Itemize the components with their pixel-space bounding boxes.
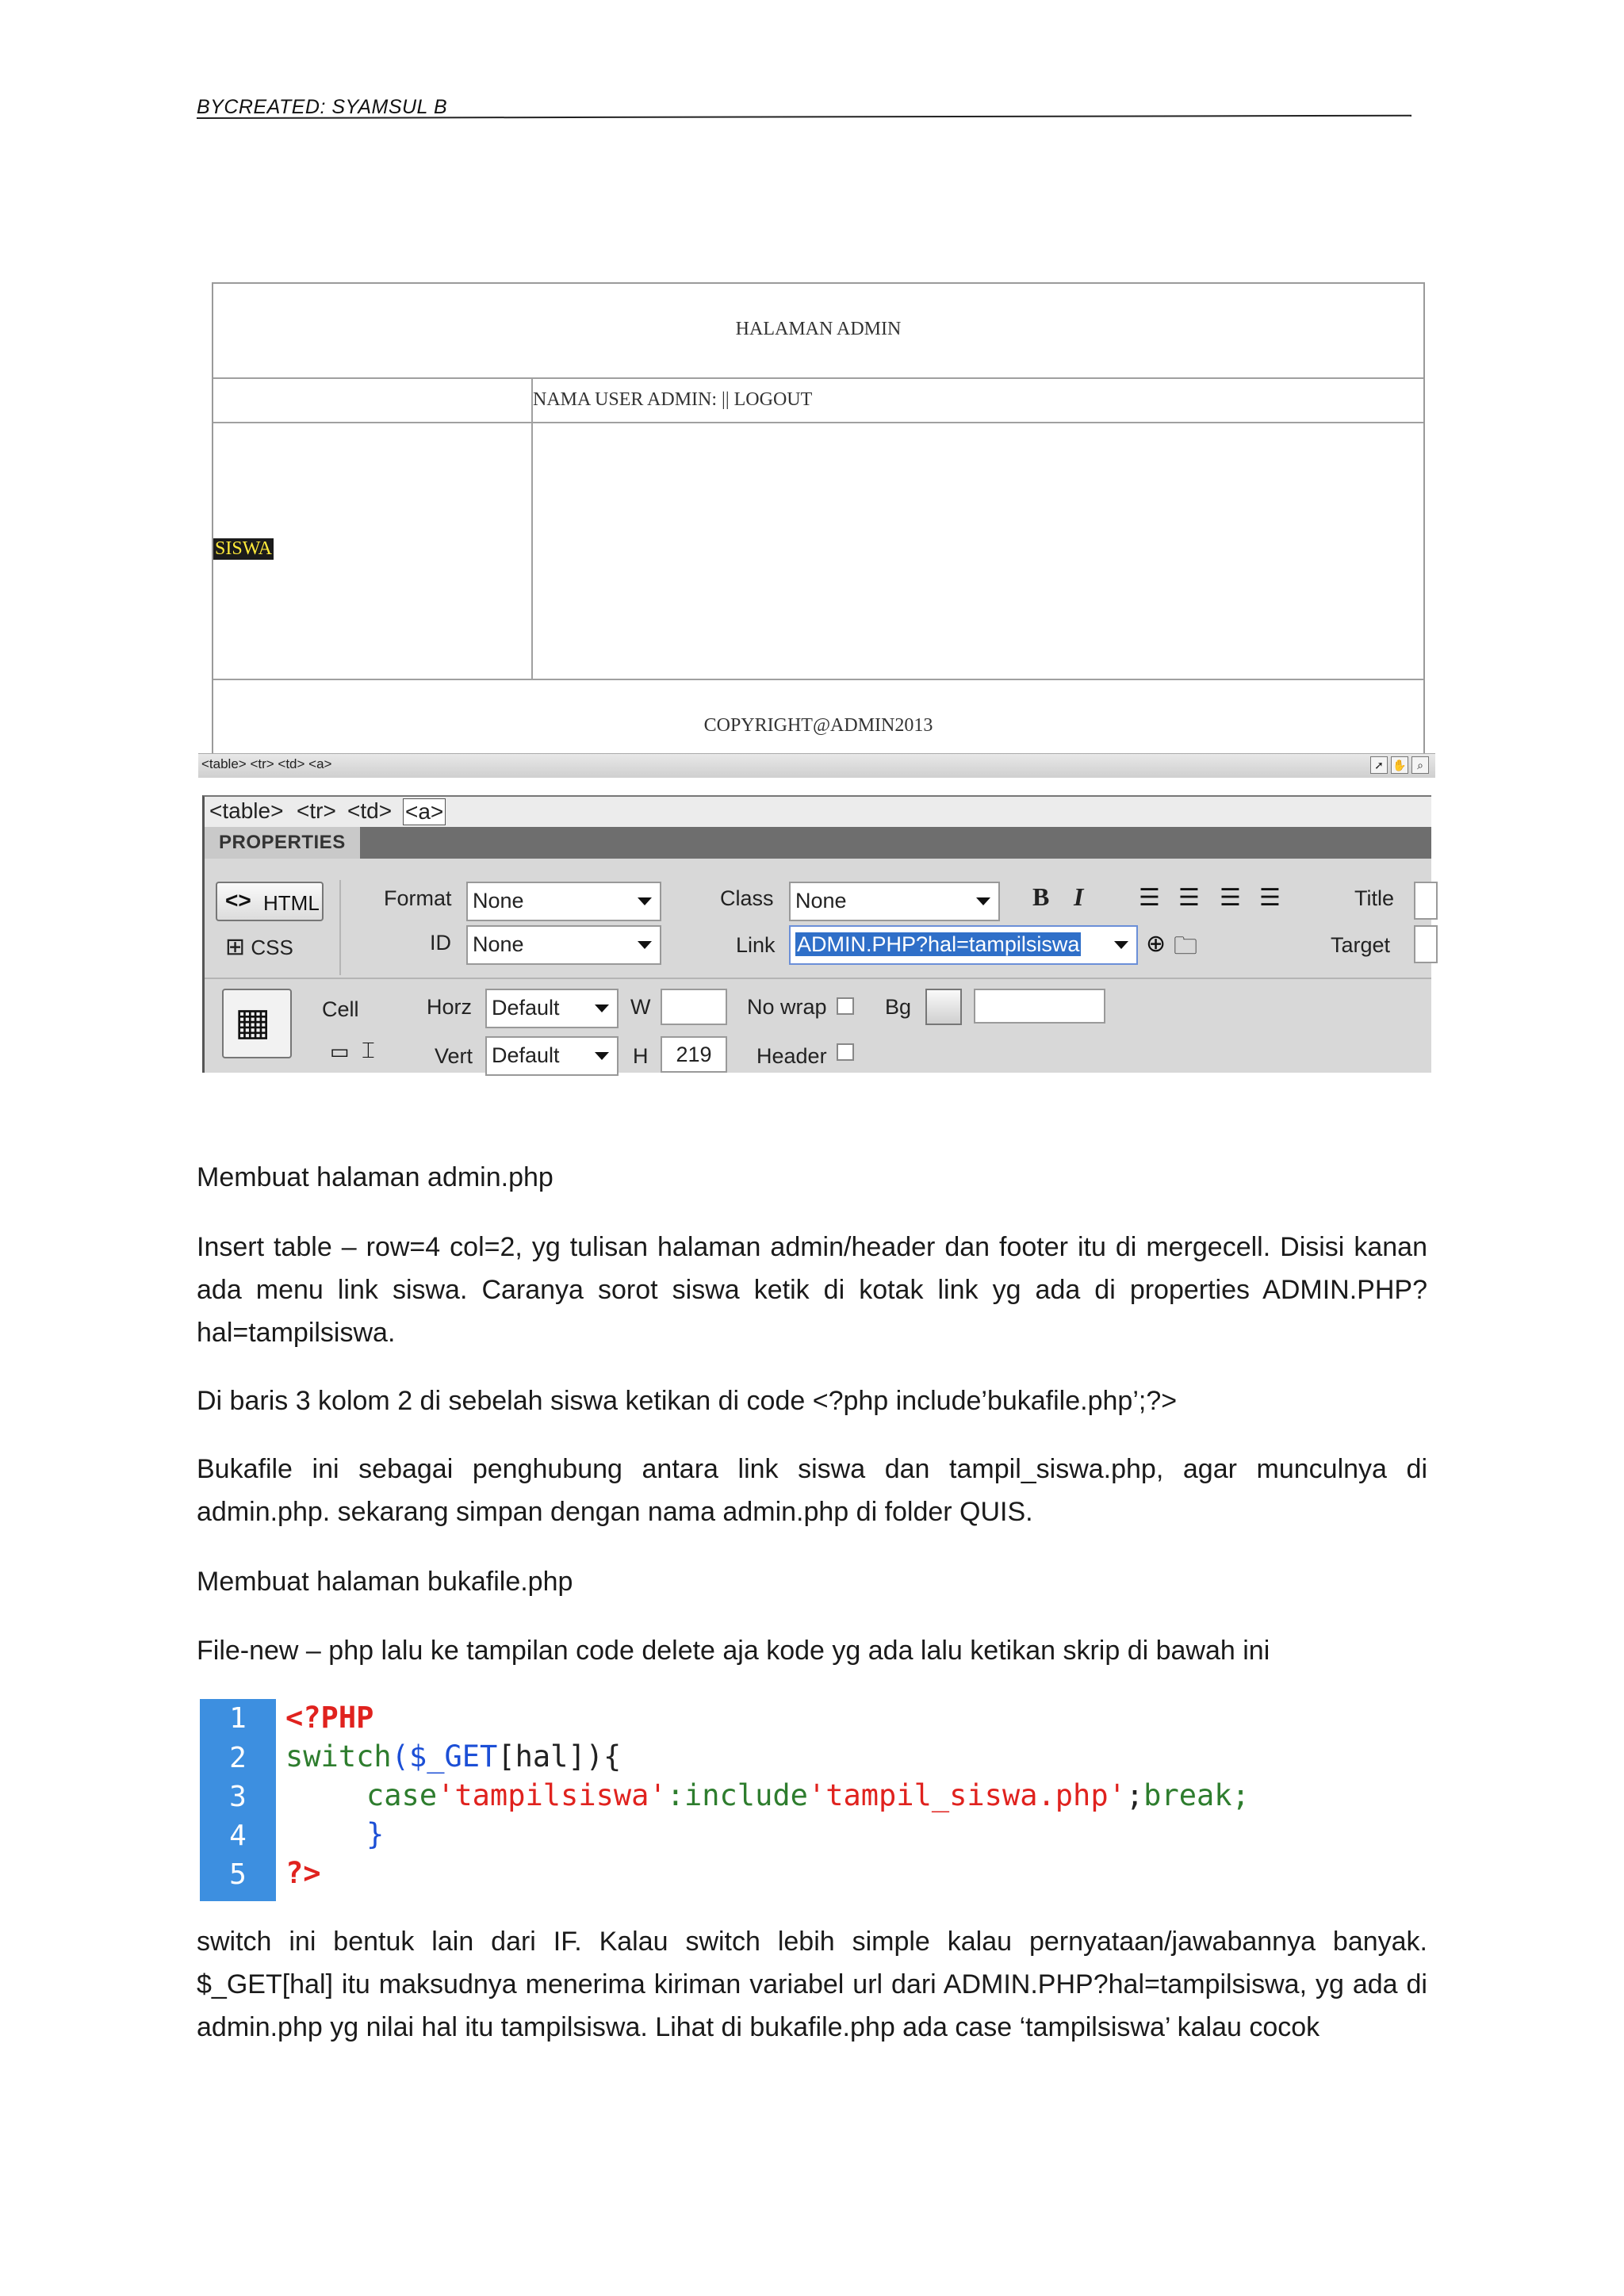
tag-table[interactable]: <table>: [209, 798, 284, 823]
paragraph-switch: switch ini bentuk lain dari IF. Kalau switch lebih simple kalau pernyataan/jawabannya banyak. $_GET[hal] itu maksudnya menerima kiriman variabel url dari ADMIN.PHP?hal=tampilsiswa, yg ada di admin.php yg nilai hal itu tampilsiswa. Lihat di bukafile.php ada case ‘tampilsiswa’ kalau cocok: [197, 1927, 1427, 2042]
siswa-link[interactable]: SISWA: [215, 538, 273, 559]
class-label: Class: [720, 886, 774, 910]
cell-label: Cell: [322, 997, 359, 1021]
nowrap-label: No wrap: [747, 995, 827, 1019]
id-label: ID: [430, 931, 451, 955]
html-button-label: HTML: [263, 891, 320, 915]
height-input[interactable]: 219: [661, 1036, 727, 1073]
page-title-cell: HALAMAN ADMIN: [735, 319, 902, 339]
code-line-3: case'tampilsiswa':include'tampil_siswa.php';break;: [366, 1778, 1250, 1812]
tag-selector: [205, 797, 1431, 828]
tag-a[interactable]: <a>: [403, 798, 446, 825]
status-tag-bar: [198, 753, 1435, 778]
separator: [339, 880, 341, 975]
pointer-icon[interactable]: ➚: [1370, 756, 1388, 774]
copyright-cell: COPYRIGHT@ADMIN2013: [703, 715, 933, 736]
link-value: ADMIN.PHP?hal=tampilsiswa: [797, 932, 1080, 956]
id-value: None: [473, 932, 524, 956]
table-row-divider: [213, 422, 1423, 423]
separator: [205, 978, 1431, 979]
vert-select[interactable]: [485, 1036, 619, 1076]
format-select[interactable]: [466, 882, 661, 921]
split-cell-icon[interactable]: ⌶: [362, 1038, 375, 1062]
indent-icon[interactable]: ☰: [1259, 885, 1281, 911]
code-brackets-icon: <>: [225, 888, 251, 913]
chevron-down-icon: [976, 897, 990, 905]
vert-value: Default: [492, 1043, 560, 1067]
horz-label: Horz: [427, 995, 473, 1019]
link-input[interactable]: [789, 925, 1138, 965]
format-label: Format: [384, 886, 452, 910]
bg-color-input[interactable]: [974, 989, 1105, 1024]
code-line-5: ?>: [285, 1856, 321, 1890]
line-number-gutter: [200, 1699, 276, 1901]
width-input[interactable]: [661, 989, 727, 1025]
line-number: 4: [229, 1820, 247, 1852]
design-view-table: [212, 282, 1425, 755]
paragraph-admin-heading: Membuat halaman admin.php: [197, 1162, 553, 1192]
horz-select[interactable]: [485, 989, 619, 1028]
code-line-2: switch($_GET[hal]){: [285, 1739, 622, 1774]
code-line-1: <?PHP: [285, 1701, 374, 1735]
target-label: Target: [1331, 933, 1391, 957]
paragraph-baris3: Di baris 3 kolom 2 di sebelah siswa ketikan di code <?php include’bukafile.php’;?>: [197, 1386, 1178, 1416]
status-bar-tools: [1367, 756, 1429, 774]
italic-button[interactable]: I: [1074, 882, 1084, 911]
merge-cells-icon[interactable]: ▭: [330, 1039, 350, 1063]
paragraph-bukafile-heading: Membuat halaman bukafile.php: [197, 1567, 573, 1597]
title-label: Title: [1354, 886, 1395, 910]
outdent-icon[interactable]: ☰: [1220, 885, 1241, 911]
w-label: W: [630, 995, 651, 1019]
chevron-down-icon: [1114, 941, 1128, 949]
class-select[interactable]: [789, 882, 1000, 921]
unordered-list-icon[interactable]: ☰: [1139, 885, 1160, 911]
header-label: Header: [756, 1044, 827, 1068]
css-icon: ⊞: [225, 934, 246, 960]
table-row-divider: [213, 679, 1423, 680]
hand-icon[interactable]: ✋: [1391, 756, 1408, 774]
paragraph-file-new: File-new – php lalu ke tampilan code delete aja kode yg ada lalu ketikan skrip di bawah ini: [197, 1636, 1270, 1666]
point-to-file-icon[interactable]: ⊕: [1146, 931, 1166, 957]
chevron-down-icon: [638, 897, 652, 905]
h-label: H: [633, 1044, 649, 1068]
code-block: [200, 1699, 1397, 1901]
cell-properties-icon: ▦: [222, 989, 292, 1058]
bold-button[interactable]: B: [1032, 882, 1050, 911]
css-button-label: CSS: [251, 936, 293, 959]
chevron-down-icon: [595, 1004, 609, 1012]
paragraph-bukafile: Bukafile ini sebagai penghubung antara link siswa dan tampil_siswa.php, agar munculnya di admin.php. sekarang simpan dengan nama admin.php di folder QUIS.: [197, 1454, 1427, 1527]
ordered-list-icon[interactable]: ☰: [1178, 885, 1200, 911]
chevron-down-icon: [595, 1052, 609, 1060]
bg-color-picker[interactable]: [925, 989, 962, 1025]
tag-td[interactable]: <td>: [347, 798, 393, 823]
properties-header: [205, 827, 1431, 859]
table-row-divider: [213, 377, 1423, 379]
link-label: Link: [736, 933, 776, 957]
id-select[interactable]: [466, 925, 661, 965]
target-input[interactable]: [1414, 925, 1438, 963]
horz-value: Default: [492, 996, 560, 1020]
tag-selector-small[interactable]: <table> <tr> <td> <a>: [201, 756, 332, 771]
vert-label: Vert: [435, 1044, 473, 1068]
nowrap-checkbox[interactable]: [837, 997, 854, 1015]
line-number: 5: [229, 1858, 247, 1891]
page-header-text: BYCREATED: SYAMSUL B: [197, 96, 448, 118]
zoom-icon[interactable]: ⌕: [1411, 756, 1429, 774]
user-admin-cell[interactable]: NAMA USER ADMIN: || LOGOUT: [533, 389, 813, 410]
header-checkbox[interactable]: [837, 1043, 854, 1061]
paragraph-insert-table: Insert table – row=4 col=2, yg tulisan halaman admin/header dan footer itu di mergecell. Disisi kanan ada menu link siswa. Caranya sorot siswa ketik di kotak link yg ada di properties ADMIN.PHP?hal=tampilsiswa.: [197, 1232, 1427, 1348]
bg-label: Bg: [885, 995, 912, 1019]
class-value: None: [795, 889, 847, 913]
html-mode-button[interactable]: [216, 882, 324, 921]
table-col-divider: [531, 377, 533, 680]
css-mode-button[interactable]: [225, 933, 293, 961]
title-input[interactable]: [1414, 882, 1438, 920]
tag-tr[interactable]: <tr>: [297, 798, 336, 823]
chevron-down-icon: [638, 941, 652, 949]
browse-folder-icon[interactable]: 🗀: [1174, 933, 1197, 959]
format-value: None: [473, 889, 524, 913]
line-number: 1: [229, 1702, 247, 1735]
properties-tab[interactable]: PROPERTIES: [205, 827, 360, 859]
line-number: 2: [229, 1742, 247, 1774]
line-number: 3: [229, 1781, 247, 1813]
code-line-4: }: [366, 1817, 385, 1851]
properties-panel: [202, 795, 1431, 1073]
